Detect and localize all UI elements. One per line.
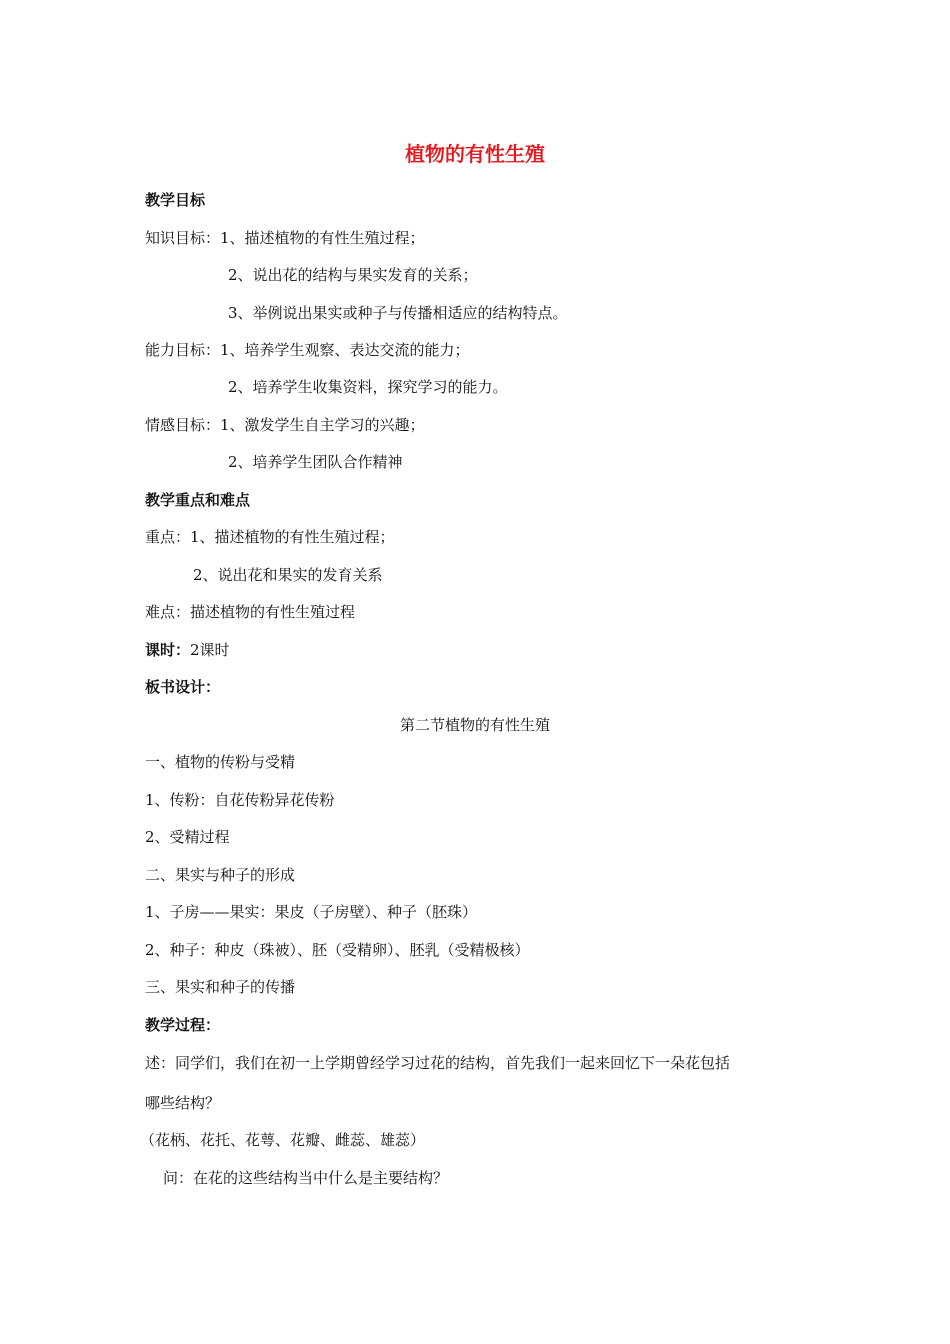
difficulty-point: 难点：描述植物的有性生殖过程 — [145, 603, 356, 621]
board-item-6: 2、种子：种皮（珠被）、胚（受精卵）、胚乳（受精极核） — [145, 941, 530, 959]
key-point-2: 2、说出花和果实的发育关系 — [193, 566, 383, 584]
board-item-1: 一、植物的传粉与受精 — [145, 753, 296, 771]
board-design-title: 第二节植物的有性生殖 — [399, 716, 550, 734]
process-paragraph-1: 述：同学们，我们在初一上学期曾经学习过花的结构，首先我们一起来回忆下一朵花包括 — [145, 1054, 731, 1072]
board-item-7: 三、果实和种子的传播 — [145, 978, 296, 996]
board-item-5: 1、子房——果实：果皮（子房壁）、种子（胚珠） — [145, 903, 478, 921]
board-item-3: 2、受精过程 — [145, 828, 230, 846]
emotion-goal-2: 2、培养学生团队合作精神 — [228, 453, 403, 471]
teaching-process-heading: 教学过程： — [145, 1016, 221, 1034]
process-paragraph-3: （花柄、花托、花萼、花瓣、雌蕊、雄蕊） — [140, 1131, 426, 1149]
class-hours — [145, 640, 230, 660]
board-item-4: 二、果实与种子的形成 — [145, 866, 296, 884]
class-hours-label: 课时： — [145, 641, 191, 659]
process-paragraph-4: 问：在花的这些结构当中什么是主要结构？ — [163, 1169, 449, 1187]
knowledge-goal-1: 知识目标：1、描述植物的有性生殖过程； — [145, 229, 425, 247]
board-item-2: 1、传粉：自花传粉异花传粉 — [145, 791, 335, 809]
process-paragraph-2: 哪些结构？ — [145, 1094, 221, 1112]
knowledge-goal-2: 2、说出花的结构与果实发育的关系； — [228, 266, 478, 284]
board-design-heading: 板书设计： — [145, 678, 221, 696]
ability-goal-1: 能力目标：1、培养学生观察、表达交流的能力； — [145, 341, 470, 359]
emotion-goal-1: 情感目标：1、激发学生自主学习的兴趣； — [145, 416, 425, 434]
key-point-1: 重点：1、描述植物的有性生殖过程； — [145, 528, 395, 546]
key-points-heading: 教学重点和难点 — [145, 491, 251, 509]
class-hours-value: 2课时 — [190, 641, 230, 659]
ability-goal-2: 2、培养学生收集资料，探究学习的能力。 — [228, 378, 508, 396]
document-title: 植物的有性生殖 — [405, 142, 545, 166]
goals-heading: 教学目标 — [145, 191, 206, 209]
knowledge-goal-3: 3、举例说出果实或种子与传播相适应的结构特点。 — [228, 304, 568, 322]
